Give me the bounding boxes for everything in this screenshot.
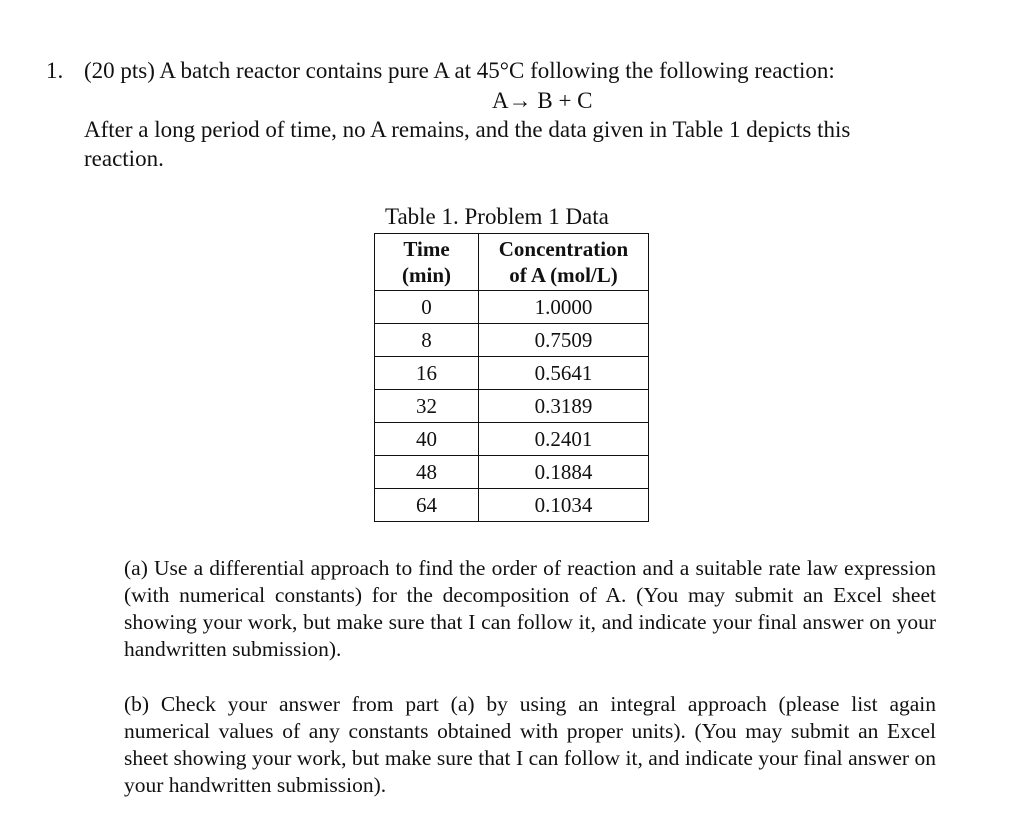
table-caption: Table 1. Problem 1 Data <box>385 204 609 229</box>
cell-time: 64 <box>375 489 479 522</box>
header-conc-line1: Concentration <box>498 237 629 261</box>
cell-concentration: 0.7509 <box>479 324 649 357</box>
question-text-line1: (20 pts) A batch reactor contains pure A at 45°C following the following reaction: <box>84 58 835 83</box>
cell-time: 40 <box>375 423 479 456</box>
cell-concentration: 0.1034 <box>479 489 649 522</box>
question-text-line2: After a long period of time, no A remains, and the data given in Table 1 depicts this <box>84 117 851 142</box>
reaction-equation: A→ B + C <box>492 88 593 113</box>
cell-concentration: 0.1884 <box>479 456 649 489</box>
part-a-text: (a) Use a differential approach to find the order of reaction and a suitable rate law expression (with numerical constants) for the decomposition of A. (You may submit an Excel sheet showing your work, but make sure that I can follow it, and indicate your final answer on your handwritten submission). <box>124 556 936 661</box>
cell-time: 32 <box>375 390 479 423</box>
header-concentration <box>479 234 649 291</box>
table-row <box>375 489 649 522</box>
cell-concentration: 0.5641 <box>479 357 649 390</box>
table-row <box>375 357 649 390</box>
cell-time: 0 <box>375 291 479 324</box>
table-row <box>375 291 649 324</box>
table-row <box>375 423 649 456</box>
cell-time: 48 <box>375 456 479 489</box>
cell-concentration: 0.2401 <box>479 423 649 456</box>
part-b-text: (b) Check your answer from part (a) by using an integral approach (please list again numerical values of any constants obtained with proper units). (You may submit an Excel sheet showing your work, but make sure that I can follow it, and indicate your final answer on your handwritten submission). <box>124 692 936 797</box>
header-conc-line2: of A (mol/L) <box>509 263 618 287</box>
cell-concentration: 1.0000 <box>479 291 649 324</box>
cell-time: 8 <box>375 324 479 357</box>
header-time-line2: (min) <box>402 263 451 287</box>
question-number: 1. <box>46 58 64 83</box>
table-row <box>375 390 649 423</box>
table-header-row <box>375 234 649 291</box>
header-time <box>375 234 479 291</box>
question-text-line3: reaction. <box>84 146 164 171</box>
table-row <box>375 456 649 489</box>
data-table <box>374 233 649 522</box>
cell-concentration: 0.3189 <box>479 390 649 423</box>
table-row <box>375 324 649 357</box>
cell-time: 16 <box>375 357 479 390</box>
header-time-line1: Time <box>403 237 450 261</box>
